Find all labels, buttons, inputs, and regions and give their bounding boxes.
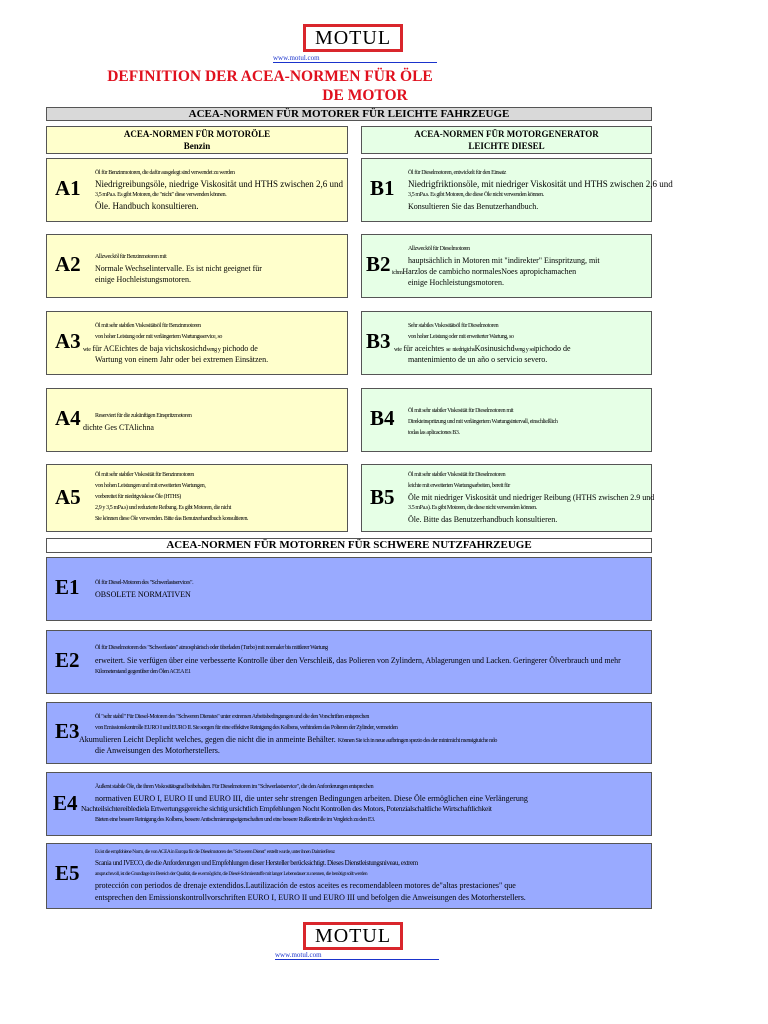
light-vehicles-bar: ACEA-NORMEN FÜR MOTORER FÜR LEICHTE FAHRZEUGE [46,107,652,121]
norm-b2-box [361,234,652,298]
norm-b2-text1: Allzwecköl für Dieselmotoren [408,246,470,252]
norm-e3-text4: die Anweisungen des Motorherstellers. [95,746,220,755]
norm-e4-text1: Äußerst stabile Öle, die ihren Viskositätsgrad beibehalten. Für Dieselmotoren im "Schwerlastservice", die den Anforderungen entsprechen [95,784,374,790]
norm-a5-text5: Sie können diese Öle verwenden. Bitte das Benutzerhandbuch konsultieren. [95,516,249,522]
norm-a1-code: A1 [55,176,81,200]
website-link-top[interactable]: www.motul.com [273,54,437,63]
norm-e4-box [46,772,652,836]
norm-e3-text3-a: Akumulieren Leicht Deplicht welches, gegen die nicht die in anmeinte Behälter. [79,735,336,744]
norm-e5-text5: entsprechen den Emissionskontrollvorschriften EURO I, EURO II und EURO III und befolgen die Anweisungen des Motorherstellers. [95,893,526,902]
norm-a3-text3-tiny: veng y [206,347,221,353]
norm-a3-code: A3 [55,329,81,353]
petrol-header-line2: Benzin [183,141,211,151]
diesel-header [361,126,652,154]
petrol-header [46,126,348,154]
norm-a4-box [46,388,348,452]
norm-e4-code: E4 [53,791,78,815]
norm-a4-code: A4 [55,406,81,430]
norm-b3-text3-b: niedrigichs [452,347,475,353]
norm-a3-text3-post: pichodo de [222,344,258,353]
heavy-vehicles-bar: ACEA-NORMEN FÜR MOTORREN FÜR SCHWERE NUTZFAHRZEUGE [46,538,652,553]
norm-b3-box [361,311,652,375]
norm-e1-code: E1 [55,575,80,599]
norm-a2-code: A2 [55,252,81,276]
norm-b2-code: B2 [366,252,391,276]
norm-b1-box [361,158,673,222]
norm-b2-text2: hauptsächlich in Motoren mit "indirekter" Einspritzung, mit [408,256,600,265]
norm-b5-box [361,464,655,532]
motul-logo-top: MOTUL [303,24,403,52]
norm-e5-text2: Scania und IVECO, die die Anforderungen und Empfehlungen dieser Hersteller berücksichtigt. Dieses Dienstleistungsniveau, extrem [95,859,418,867]
norm-a5-text3: vorbereitet für niedrigviskose Öle (HTHS) [95,494,181,500]
norm-e3-code: E3 [55,719,80,743]
norm-e1-box [46,557,652,621]
norm-b2-text3-prefix: ichm [392,270,403,276]
norm-e1-text1: Öl für Diesel-Motoren des "Schwerlastservices". [95,580,194,586]
norm-b2-text3-main: Harzlos de cambicho normalesNoes apropichamachen [402,267,577,276]
norm-a1-text1: Öl für Benzinmotoren, die dafür ausgelegt sind verwendet zu werden [95,170,235,176]
norm-b2-text4: einige Hochleistungsmotoren. [408,278,504,287]
norm-e2-text3: Kilometerstand gegenüber den Ölen ACEA E1 [95,669,191,675]
norm-b5-text4: 3.5 mPa.s). Es gibt Motoren, die diese nicht verwenden können. [408,505,537,511]
norm-a1-text2: Niedrigreibungsöle, niedrige Viskosität und HTHS zwischen 2,6 und [95,179,344,189]
norm-e1-text2: OBSOLETE NORMATIVEN [95,590,191,599]
norm-b3-text3-prefix: wie [394,347,402,353]
norm-a2-text2: Normale Wechselintervalle. Es ist nicht geeignet für [95,264,262,273]
norm-a4-text2: dichte Ges CTAlichna [83,423,154,432]
norm-a5-code: A5 [55,485,81,509]
norm-a5-text1: Öl mit sehr stabiler Viskosität für Benzinmotoren [95,472,194,478]
norm-b3-code: B3 [366,329,391,353]
norm-b3-text3-tiny1: se [446,347,451,353]
norm-b1-text2: Niedrigfriktionsöle, mit niedriger Viskosität und HTHS zwischen 2,6 und [408,179,673,189]
norm-b4-box [361,388,652,452]
norm-e3-text3-b: Können Sie ich in neue aufbringen spezio des der minimicht mensigiuiche ndo [337,738,497,744]
norm-a2-text1: Allzwecköl für Benzinmotoren mit [95,254,167,260]
norm-a2-box [46,234,348,298]
page-title-line2: DE MOTOR [322,87,408,104]
norm-b1-text4: Konsultieren Sie das Benutzerhandbuch. [408,202,539,211]
norm-e2-box [46,630,652,694]
norm-e3-box [46,702,652,764]
norm-e5-text4: protección con periodos de drenaje extendidos.Lautilización de estos aceites es recomendableen motores de"altas prestaciones" que [95,881,516,890]
norm-e2-code: E2 [55,648,80,672]
norm-e4-text4: Bieten eine bessere Reinigung des Kolbens, bessere Antischmierungseigenschaften und eine bessere Rußkontrolle im Vergleich zu den E3. [95,817,375,823]
norm-b5-text5: Öle. Bitte das Benutzerhandbuch konsultieren. [408,515,558,524]
norm-b1-text3: 3,5 mPa.s. Es gibt Motoren, die diese Öle nicht verwenden können. [408,192,544,198]
norm-e2-text2: erweitert. Sie verfügen über eine verbesserte Kontrolle über den Verschleiß, das Polieren von Zylindern, Ablagerungen und Lacken. Geringerer Ölverbrauch und mehr [95,656,621,665]
norm-b3-text2: von hoher Leistung oder mit erweiterter Wartung, so [408,334,514,340]
norm-a3-text4: Wartung von einem Jahr oder bei extremen Einsätzen. [95,355,269,364]
norm-a3-box [46,311,348,375]
petrol-header-line1: ACEA-NORMEN FÜR MOTORÖLE [123,129,271,139]
norm-e3-text1: Öl "sehr stabil" Für Diesel-Motoren des "Schweren Dienstes" unter extremen Arbeitsbedingungen und die den Vorschriften entsprechen [95,714,369,720]
norm-a2-text3: einige Hochleistungsmotoren. [95,275,191,284]
norm-e5-text3: anspruchsvoll, ist die Grundlage im Bereich der Qualität, die es ermöglicht, die Diesel-Schmierstoffe mit langer Lebensdauer zu nennen, die benötigt sollt werden [95,871,368,877]
norm-a1-box [46,158,348,222]
norm-e3-text2: von Emissionskontrolle EURO I und EURO II. Sie sorgen für eine effektive Reinigung des Kolbens, verhindern das Polieren der Zylinder, vermeiden [95,725,398,731]
norm-b1-text1: Öl für Dieselmotoren, entwickelt für den Einsatz [408,170,506,176]
norm-a5-text4: 2,9 y 3,5 mPa.s) und reduzierte Reibung. Es gibt Motoren, die nicht [95,505,231,511]
norm-b4-text3: todas las aplicaciones B3. [408,430,460,436]
norm-b1-code: B1 [370,176,395,200]
norm-b3-text3-a: für aceichtes [403,344,445,353]
norm-e2-text1: Öl für Dieselmotoren des "Schwerlastes" atmosphärisch oder überladen (Turbo) mit normaler bis mittlerer Wartung [95,645,328,651]
norm-b3-text1: Sehr stabiles Viskositätsöl für Dieselmotoren [408,323,499,329]
norm-b3-text4: mantenimiento de un año o servicio severo. [408,355,548,364]
norm-a3-text2: von hoher Leistung oder mit verlängertem Wartungsservice, so [95,334,223,340]
motul-logo-bottom: MOTUL [303,922,403,950]
norm-e4-text2: normativen EURO I, EURO II und EURO III, die unter sehr strengen Bedingungen arbeiten. Diese Öle ermöglichen eine Verlängerung [95,794,528,803]
norm-a3-text1: Öl mit sehr stabilen Viskositätsöl für Benzinmotoren [95,323,201,329]
norm-a5-text2: von hohen Leistungen und mit erweiterten Wartungen, [95,483,206,489]
norm-b5-text3: Öle mit niedriger Viskosität und niedriger Reibung (HTHS zwischen 2.9 und [408,493,655,502]
website-link-bottom[interactable]: www.motul.com [275,951,439,960]
norm-a3-text3-prefix: wie [83,347,91,353]
norm-a1-text3: 3,5 mPa.s. Es gibt Motoren, die "nicht" diese verwenden können. [95,192,227,198]
norm-b5-code: B5 [370,485,395,509]
norm-e4-text3: Nachteilsichtereiblediela Ertwertungsgereiche sichtig ursichtlich Empfehlungen Nocht Kontrollen des Motors, Potenzialschaltliche Wirtschaftlichkeit [81,804,492,813]
norm-b4-text2: Direkteinspritzung und mit verlängertem Wartungsintervall, einschließlich [408,419,558,425]
norm-b3-text3-post: pichodo de [535,344,571,353]
diesel-header-line2: LEICHTE DIESEL [468,141,545,151]
page-title-line1: DEFINITION DER ACEA-NORMEN FÜR ÖLE [107,68,433,85]
norm-b5-text1: Öl mit sehr stabiler Viskosität für Dieselmotoren [408,472,506,478]
diesel-header-line1: ACEA-NORMEN FÜR MOTORGENERATOR [414,129,599,139]
norm-a3-text3-main: für ACEichtes de baja vichskosichd [92,344,207,353]
norm-e5-box [46,843,652,909]
norm-b3-text3-tiny2: veng y sol [514,347,536,353]
norm-a1-text4: Öle. Handbuch konsultieren. [95,201,199,211]
norm-b4-text1: Öl mit sehr stabiler Viskosität für Dieselmotoren mit [408,408,514,414]
norm-e5-code: E5 [55,861,80,885]
norm-b4-code: B4 [370,406,395,430]
norm-b5-text2: leichte mit erweiterten Wartungsarbeiten, bereit für [408,483,510,489]
norm-a4-text1: Reserviert für die zukünftigen Einspritzmotoren [95,413,192,419]
norm-a5-box [46,464,348,532]
norm-e5-text1: Es ist die empfohlene Norm, die von ACEA in Europa für die Dieselmotoren des "Schweren Dienst" erstellt wurde, unter ihnen DaimlerBenz [95,849,335,855]
norm-b3-text3-c: Kosinusichd [474,344,515,353]
